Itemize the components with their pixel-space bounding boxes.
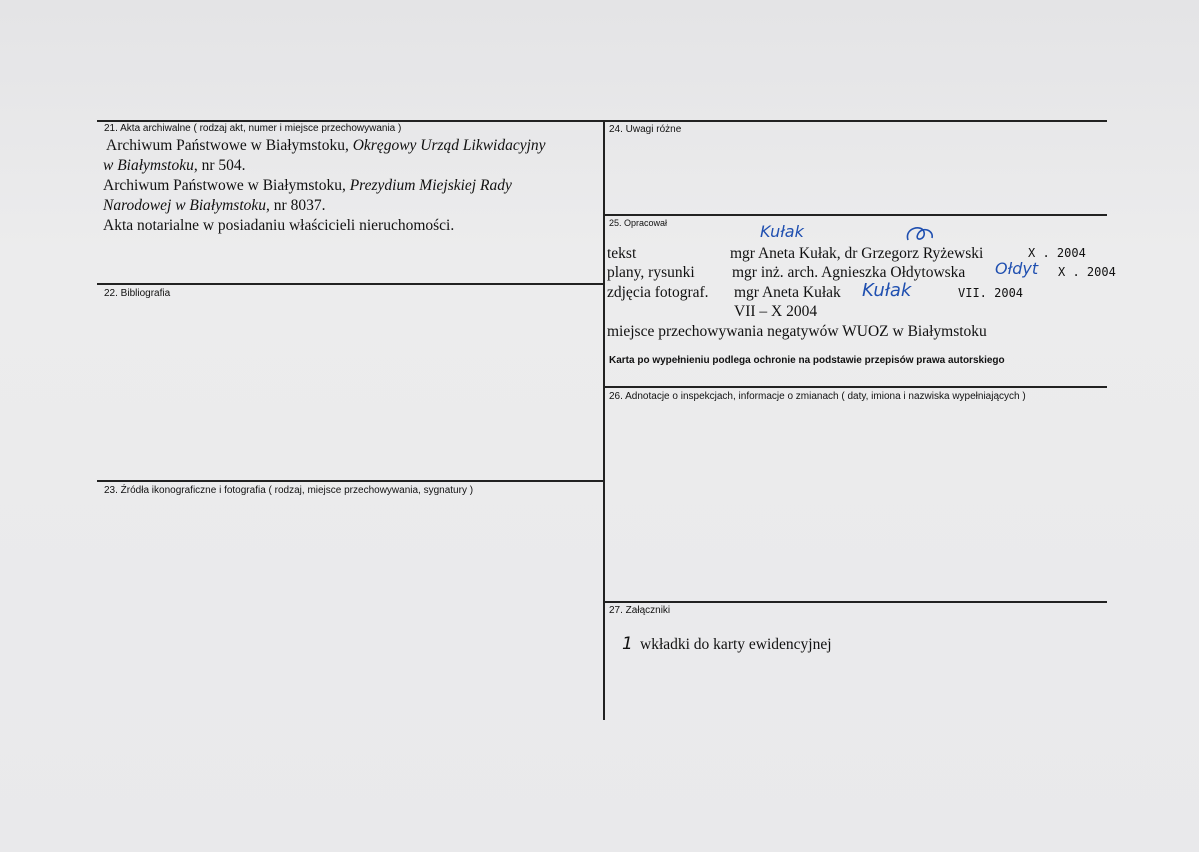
archive-unit-2: Prezydium Miejskiej Rady [349,177,512,194]
section-25-label: 25. Opracował [609,218,668,228]
attachment-count: 1 [622,634,633,654]
section-21-line1 [106,136,546,156]
section-21-line4 [103,196,325,216]
author-role-photos: zdjęcia fotograf. [607,284,709,301]
archive-name: Archiwum Państwowe w Białymstoku, [106,137,349,154]
section-23-label: 23. Źródła ikonograficzne i fotografia ( rodzaj, miejsce przechowywania, sygnatury ) [104,485,474,496]
author-date-photos: VII. 2004 [958,286,1024,300]
section-21-line2 [103,156,246,176]
author-name-plans: mgr inż. arch. Agnieszka Ołdytowska [732,264,966,281]
signature-kulak-photos: Kułak [862,280,912,301]
section-24-label: 24. Uwagi różne [609,124,682,135]
section-27-label: 27. Załączniki [609,605,671,616]
archive-unit-2-number: , nr 8037. [266,197,326,214]
section-26-label: 26. Adnotacje o inspekcjach, informacje o zmianach ( daty, imiona i nazwiska wypełniających ) [609,391,1026,402]
author-role-text: tekst [607,245,637,262]
attachment-description: wkładki do karty ewidencyjnej [640,636,832,653]
section-22-label: 22. Bibliografia [104,288,171,299]
signature-oldytowska: Ołdyt [995,259,1039,278]
archive-unit-1: Okręgowy Urząd Likwidacyjny [352,137,546,154]
copyright-note: Karta po wypełnieniu podlega ochronie na podstawie przepisów prawa autorskiego [609,355,1005,366]
rule-s23 [97,480,604,482]
signature-kulak-text: Kułak [760,222,804,241]
archive-unit-1-city: w Białymstoku [103,157,194,174]
rule-s25 [604,214,1107,216]
section-21-line3 [103,176,512,196]
section-21-line5: Akta notarialne w posiadaniu właścicieli nieruchomości. [103,217,455,234]
archive-name-2: Archiwum Państwowe w Białymstoku, [103,177,346,194]
author-date-plans: X . 2004 [1058,265,1116,279]
negatives-location: miejsce przechowywania negatywów WUOZ w Białymstoku [607,323,987,340]
section-21-label: 21. Akta archiwalne ( rodzaj akt, numer i miejsce przechowywania ) [104,123,402,134]
rule-s22 [97,283,604,285]
archive-unit-2-name: Narodowej w Białymstoku [103,197,267,214]
archive-unit-1-number: , nr 504. [193,157,246,174]
column-divider [603,120,605,720]
rule-top [97,120,1107,122]
author-date-text: X . 2004 [1028,246,1086,260]
author-name-text: mgr Aneta Kułak, dr Grzegorz Ryżewski [730,245,984,262]
rule-s26 [604,386,1107,388]
rule-s27 [604,601,1107,603]
work-period: VII – X 2004 [734,303,818,320]
author-role-plans: plany, rysunki [607,264,695,281]
author-name-photos: mgr Aneta Kułak [734,284,841,301]
